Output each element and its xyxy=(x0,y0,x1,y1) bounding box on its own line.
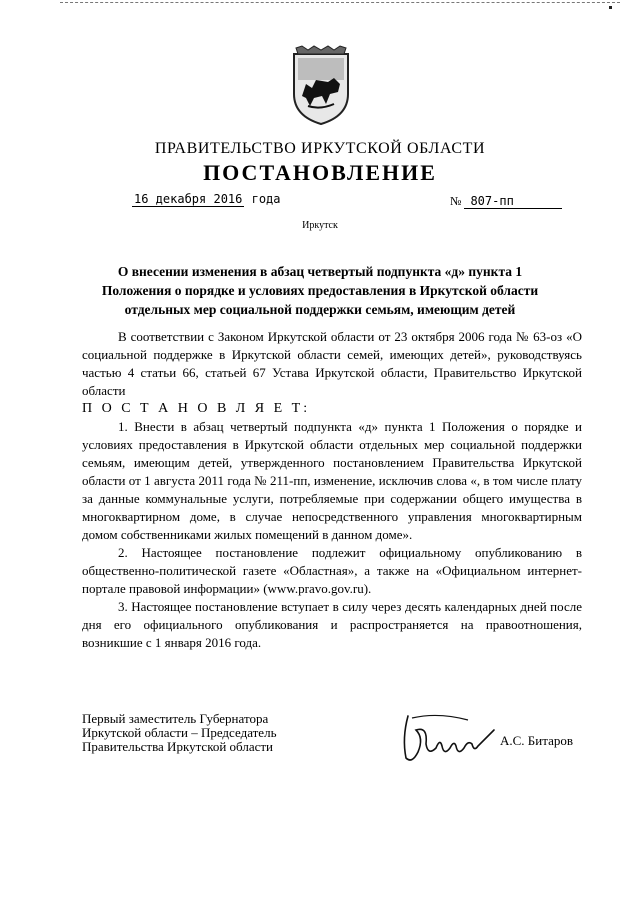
document-body xyxy=(82,328,582,652)
decree-word: П О С Т А Н О В Л Я Е Т: xyxy=(82,401,311,416)
government-name: ПРАВИТЕЛЬСТВО ИРКУТСКОЙ ОБЛАСТИ xyxy=(154,140,486,157)
number-prefix: № xyxy=(450,194,462,208)
date-value: 16 декабря 2016 xyxy=(134,192,243,206)
position-line: Иркутской области – Председатель xyxy=(82,725,277,740)
position-line: Первый заместитель Губернатора xyxy=(82,711,269,726)
position-line: Правительства Иркутской области xyxy=(82,739,274,754)
heading-line: О внесении изменения в абзац четвертый подпункта «д» пункта 1 xyxy=(117,264,523,279)
document-number xyxy=(450,194,562,209)
item-3-paragraph: 3. Настоящее постановление вступает в силу через десять календарных дней после дня его официального опубликования и распространяется на правоотношения, возникшие с 1 января 2016 года. xyxy=(82,599,582,650)
heading-line: отдельных мер социальной поддержки семьям, имеющим детей xyxy=(124,302,516,317)
date-suffix: года xyxy=(251,192,281,206)
handwritten-signature xyxy=(398,708,502,768)
signatory-position xyxy=(82,712,277,754)
heading-line: Положения о порядке и условиях предоставления в Иркутской области xyxy=(101,283,539,298)
scan-dot xyxy=(609,6,612,9)
signatory-name: А.С. Битаров xyxy=(500,733,573,748)
intro-paragraph: В соответствии с Законом Иркутской области от 23 октября 2006 года № 63-оз «О социальной поддержке в Иркутской области семей, имеющих детей», руководствуясь частью 4 статьи 66, статьей 67 Устава Иркутской области, Правительство Иркутской области xyxy=(82,329,582,398)
number-value: 807-пп xyxy=(464,194,562,209)
scan-border-line xyxy=(60,2,620,3)
document-heading xyxy=(100,262,540,319)
document-type: ПОСТАНОВЛЕНИЕ xyxy=(203,160,437,185)
coat-of-arms-icon xyxy=(288,44,354,128)
document-city: Иркутск xyxy=(302,220,338,231)
item-2-paragraph: 2. Настоящее постановление подлежит официальному опубликованию в общественно-политической газете «Областная», а также на «Официальном интернет-портале правовой информации» (www.pravo.gov.ru). xyxy=(82,545,582,596)
document-date xyxy=(132,192,281,206)
item-1-paragraph: 1. Внести в абзац четвертый подпункта «д» пункта 1 Положения о порядке и условиях предоставления в Иркутской области отдельных мер социальной поддержки семьям, имеющим детей, утвержденного постановлением Правительства Иркутской области от 1 августа 2011 года № 211-пп, изменение, исключив слова «, в том числе плату за данные коммунальные услуги, потребляемые при содержании общего имущества в многоквартирном доме, в случае непосредственного управления многоквартирным домом собственниками жилых помещений в данном доме». xyxy=(82,419,582,542)
